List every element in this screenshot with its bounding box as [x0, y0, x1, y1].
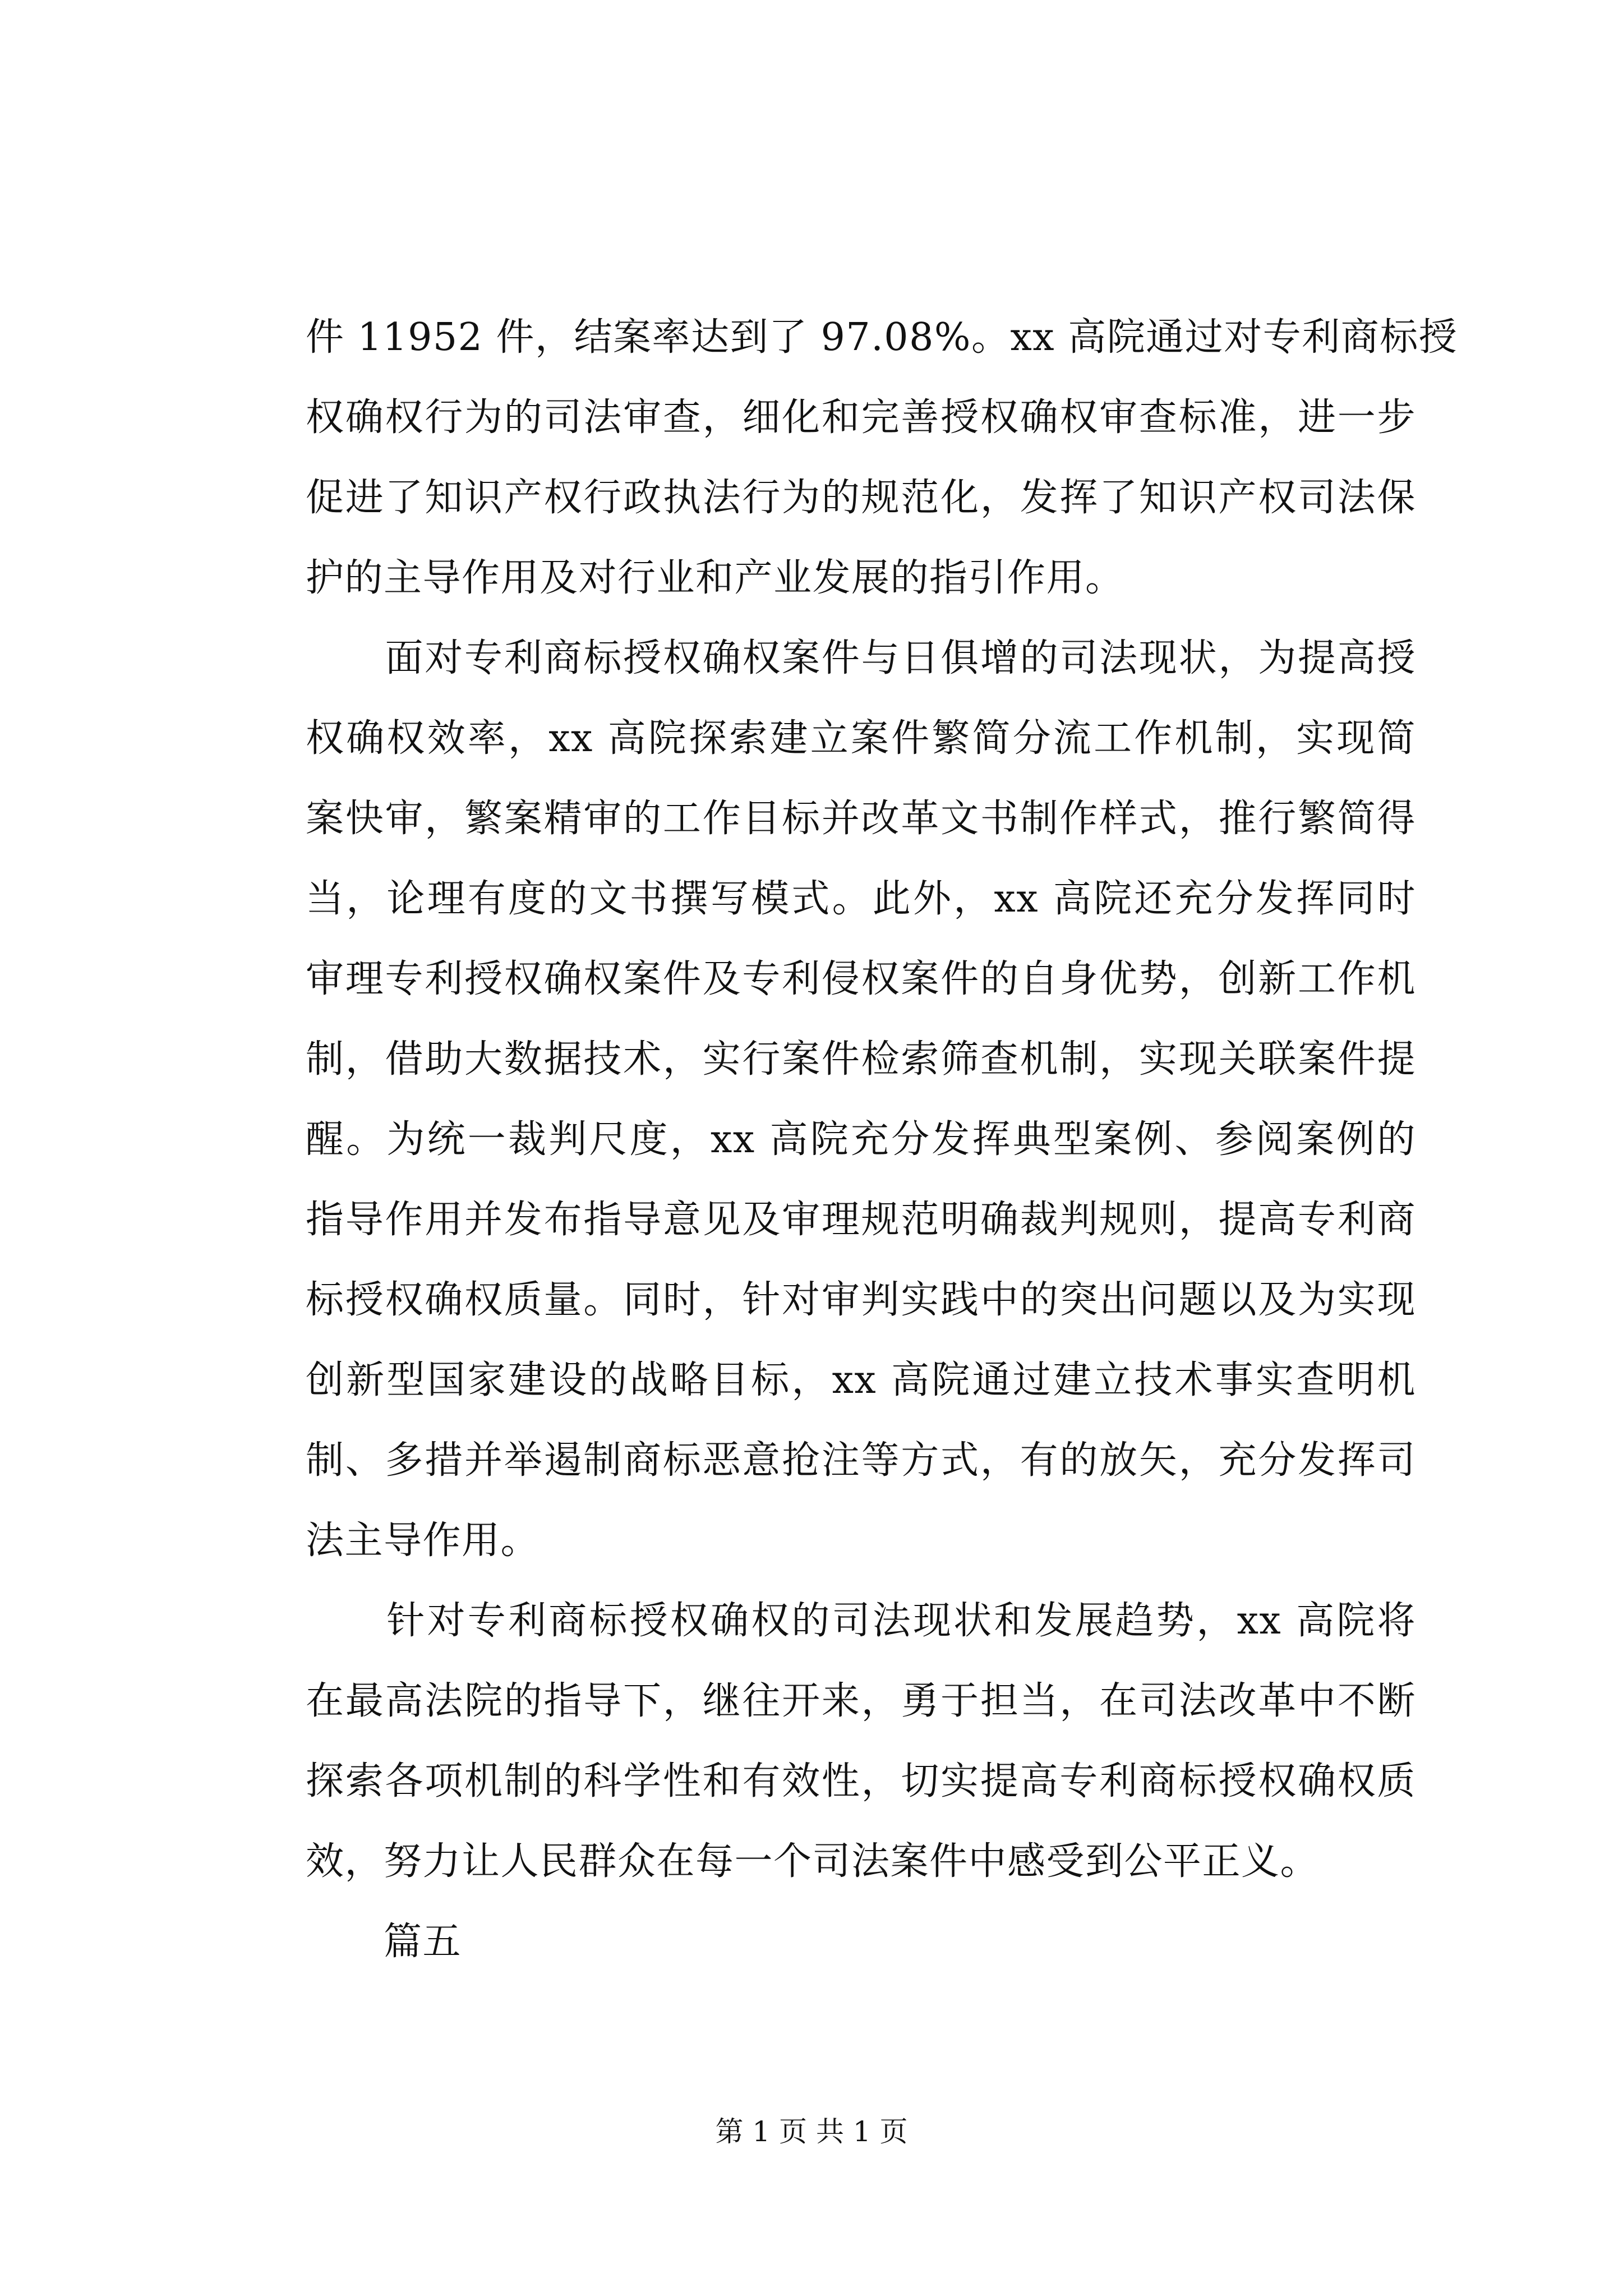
section-heading: 篇五 — [306, 1920, 462, 1964]
text-line: 权确权效率，xx 高院探索建立案件繁简分流工作机制，实现简 — [306, 716, 1416, 761]
text-line: 制、多措并举遏制商标恶意抢注等方式，有的放矢，充分发挥司 — [306, 1438, 1416, 1483]
text-line: 创新型国家建设的战略目标，xx 高院通过建立技术事实查明机 — [306, 1358, 1416, 1402]
text-line: 案快审，繁案精审的工作目标并改革文书制作样式，推行繁简得 — [306, 797, 1416, 841]
text-line: 面对专利商标授权确权案件与日俱增的司法现状，为提高授 — [306, 636, 1416, 680]
text-line: 权确权行为的司法审查，细化和完善授权确权审查标准，进一步 — [306, 395, 1416, 440]
document-body — [306, 297, 1458, 1982]
text-line: 醒。为统一裁判尺度，xx 高院充分发挥典型案例、参阅案例的 — [306, 1117, 1416, 1162]
text-line: 法主导作用。 — [306, 1519, 540, 1563]
text-line: 件 11952 件，结案率达到了 97.08%。xx 高院通过对专利商标授 — [306, 315, 1458, 360]
text-line: 效，努力让人民群众在每一个司法案件中感受到公平正义。 — [306, 1839, 1320, 1884]
text-line: 制，借助大数据技术，实行案件检索筛查机制，实现关联案件提 — [306, 1037, 1416, 1082]
text-line: 在最高法院的指导下，继往开来，勇于担当，在司法改革中不断 — [306, 1679, 1416, 1723]
text-line: 护的主导作用及对行业和产业发展的指引作用。 — [306, 556, 1124, 600]
text-line: 探索各项机制的科学性和有效性，切实提高专利商标授权确权质 — [306, 1759, 1416, 1803]
text-line: 针对专利商标授权确权的司法现状和发展趋势，xx 高院将 — [306, 1599, 1416, 1643]
page-number-footer: 第 1 页 共 1 页 — [715, 2115, 908, 2148]
text-line: 审理专利授权确权案件及专利侵权案件的自身优势，创新工作机 — [306, 957, 1416, 1001]
text-line: 指导作用并发布指导意见及审理规范明确裁判规则，提高专利商 — [306, 1198, 1416, 1242]
text-line: 促进了知识产权行政执法行为的规范化，发挥了知识产权司法保 — [306, 476, 1416, 520]
text-line: 当，论理有度的文书撰写模式。此外，xx 高院还充分发挥同时 — [306, 877, 1416, 921]
text-line: 标授权确权质量。同时，针对审判实践中的突出问题以及为实现 — [306, 1278, 1416, 1322]
